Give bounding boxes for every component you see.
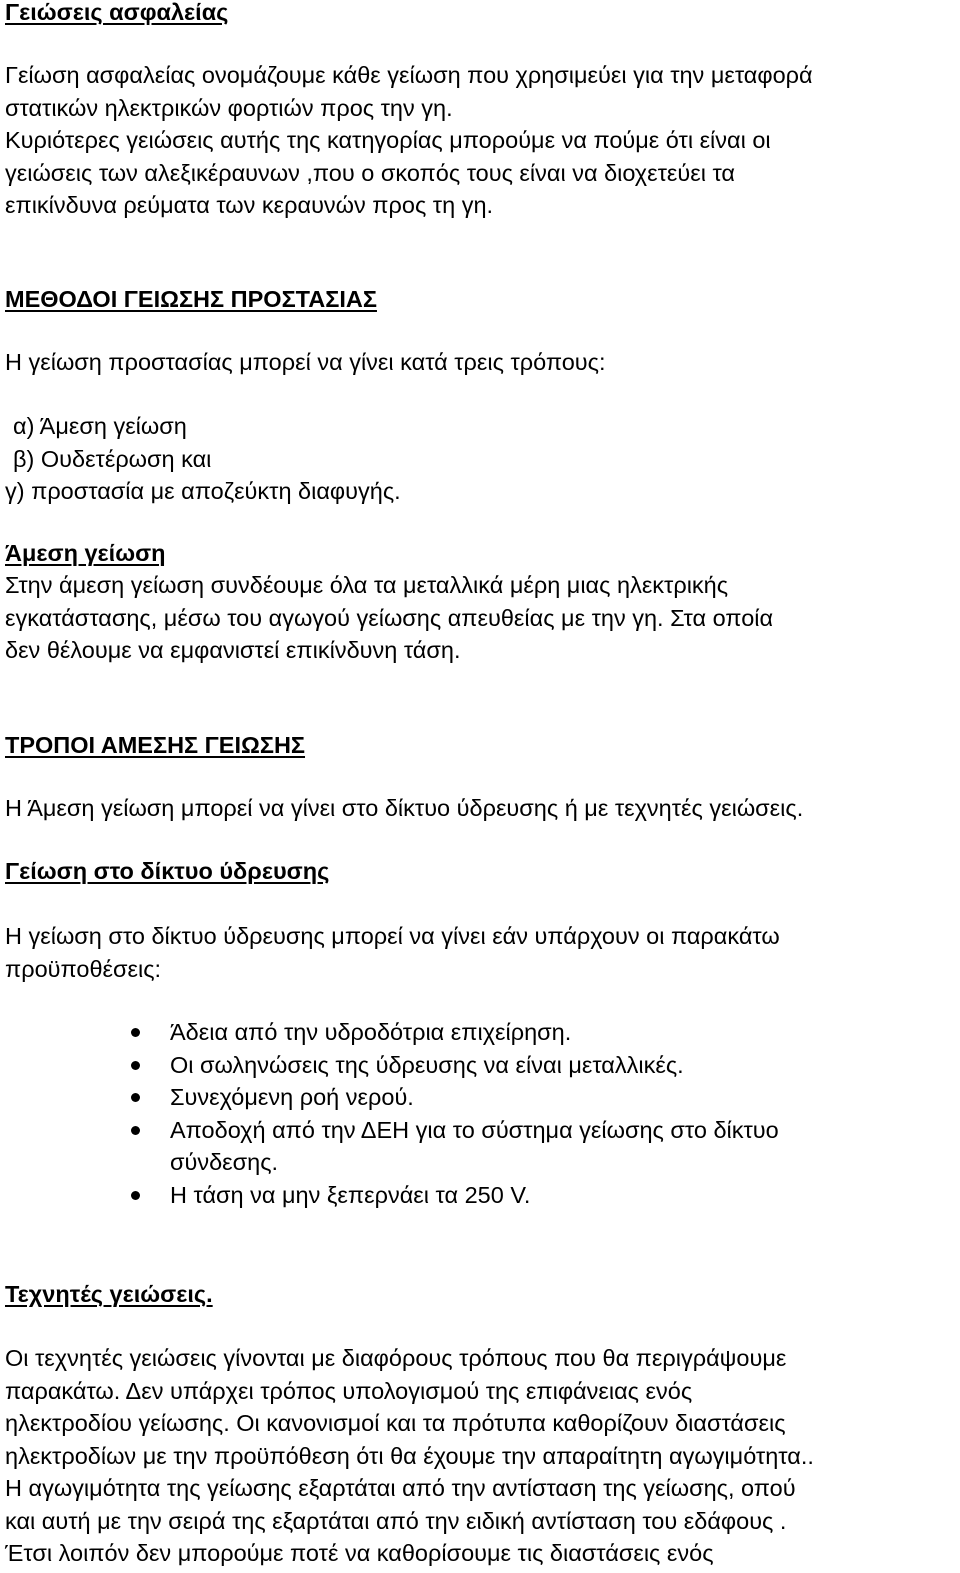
ways-paragraph: Η Άμεση γείωση μπορεί να γίνει στο δίκτυο ύδρευσης ή με τεχνητές γειώσεις. xyxy=(5,795,804,821)
list-item xyxy=(0,1114,779,1179)
text-line: και αυτή με την σειρά της εξαρτάται από την ειδική αντίσταση του εδάφους . xyxy=(5,1507,787,1534)
bullet-icon xyxy=(131,1191,140,1200)
list-item xyxy=(0,1081,779,1114)
text-line: εγκατάστασης, μέσω του αγωγού γείωσης απευθείας με την γη. Στα οποία xyxy=(5,604,774,631)
text-line: Οι σωληνώσεις της ύδρευσης να είναι μεταλλικές. xyxy=(170,1051,684,1078)
text-line: Γείωση ασφαλείας ονομάζουμε κάθε γείωση που χρησιμεύει για την μεταφορά xyxy=(5,62,813,88)
text-line: Η αγωγιμότητα της γείωσης εξαρτάται από την αντίσταση της γείωσης, οπού xyxy=(5,1475,796,1501)
text-line: Έτσι λοιπόν δεν μπορούμε ποτέ να καθορίσουμε τις διαστάσεις ενός xyxy=(5,1540,714,1566)
methods-heading: ΜΕΘΟΔΟΙ ΓΕΙΩΣΗΣ ΠΡΟΣΤΑΣΙΑΣ xyxy=(5,286,377,312)
text-line: Κυριότερες γειώσεις αυτής της κατηγορίας μπορούμε να πούμε ότι είναι οι xyxy=(5,127,771,153)
text-line: Αποδοχή από την ΔΕΗ για το σύστημα γείωσης στο δίκτυο xyxy=(170,1116,779,1143)
list-item xyxy=(0,1016,779,1049)
direct-grounding-paragraph xyxy=(5,569,773,667)
text-line: Συνεχόμενη ροή νερού. xyxy=(170,1084,414,1110)
list-item: α) Άμεση γείωση xyxy=(13,413,187,439)
text-line: Η τάση να μην ξεπερνάει τα 250 V. xyxy=(170,1181,531,1208)
text-line: προϋποθέσεις: xyxy=(5,955,162,982)
bullet-icon xyxy=(131,1126,140,1135)
methods-intro: Η γείωση προστασίας μπορεί να γίνει κατά τρεις τρόπους: xyxy=(5,349,606,375)
text-line: επικίνδυνα ρεύματα των κεραυνών προς τη γη. xyxy=(5,192,494,218)
ways-heading: ΤΡΟΠΟΙ ΑΜΕΣΗΣ ΓΕΙΩΣΗΣ xyxy=(5,732,306,758)
text-line: Η γείωση στο δίκτυο ύδρευσης μπορεί να γίνει εάν υπάρχουν οι παρακάτω xyxy=(5,923,780,949)
artificial-grounding-heading: Τεχνητές γειώσεις. xyxy=(5,1281,213,1307)
water-grounding-heading: Γείωση στο δίκτυο ύδρευσης xyxy=(5,858,330,884)
artificial-grounding-paragraph xyxy=(5,1342,814,1570)
list-item xyxy=(0,1179,779,1212)
list-item: γ) προστασία με αποζεύκτη διαφυγής. xyxy=(5,478,401,504)
bullet-icon xyxy=(131,1061,140,1070)
text-line: ηλεκτροδίων με την προϋπόθεση ότι θα έχουμε την απαραίτητη αγωγιμότητα.. xyxy=(5,1442,814,1469)
page-title: Γειώσεις ασφαλείας xyxy=(5,0,229,25)
list-item xyxy=(0,1049,779,1082)
list-item: β) Ουδετέρωση και xyxy=(13,445,212,472)
direct-grounding-heading: Άμεση γείωση xyxy=(5,540,166,566)
text-line: παρακάτω. Δεν υπάρχει τρόπος υπολογισμού της επιφάνειας ενός xyxy=(5,1377,693,1404)
text-line: γειώσεις των αλεξικέραυνων ,που ο σκοπός τους είναι να διοχετεύει τα xyxy=(5,159,735,186)
text-line: Άδεια από την υδροδότρια επιχείρηση. xyxy=(170,1019,572,1045)
intro-paragraph xyxy=(5,59,813,222)
text-line: σύνδεσης. xyxy=(170,1149,279,1175)
water-grounding-paragraph xyxy=(5,920,780,985)
methods-list xyxy=(5,410,401,508)
text-line: Στην άμεση γείωση συνδέουμε όλα τα μεταλλικά μέρη μιας ηλεκτρικής xyxy=(5,572,729,598)
text-line: στατικών ηλεκτρικών φορτιών προς την γη. xyxy=(5,94,453,121)
text-line: δεν θέλουμε να εμφανιστεί επικίνδυνη τάση. xyxy=(5,637,461,663)
conditions-list xyxy=(0,1016,779,1211)
text-line: Οι τεχνητές γειώσεις γίνονται με διαφόρους τρόπους που θα περιγράψουμε xyxy=(5,1345,787,1371)
bullet-icon xyxy=(131,1093,140,1102)
bullet-icon xyxy=(131,1028,140,1037)
text-line: ηλεκτροδίου γείωσης. Οι κανονισμοί και τα πρότυπα καθορίζουν διαστάσεις xyxy=(5,1410,786,1436)
